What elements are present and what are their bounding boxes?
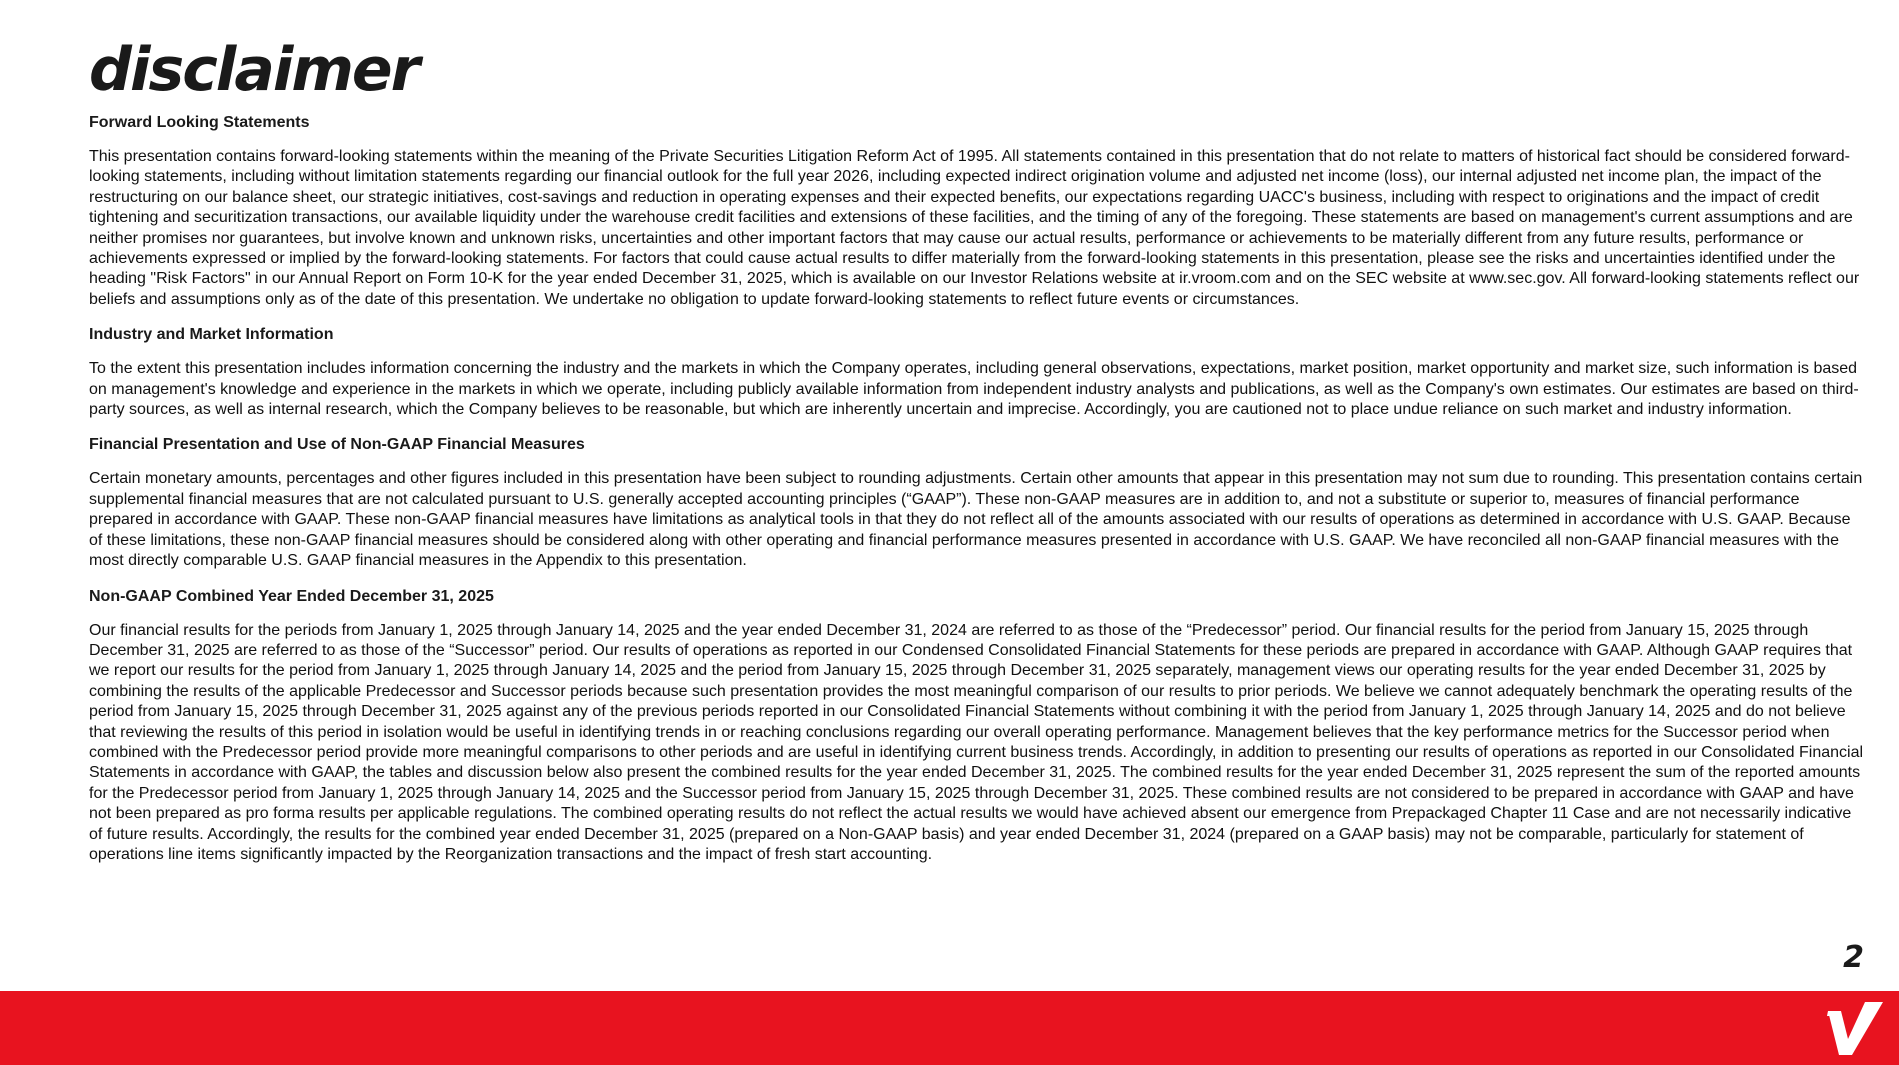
section-forward-looking [89,113,1867,310]
section-heading: Industry and Market Information [89,326,334,344]
section-body: To the extent this presentation includes information concerning the industry and the markets in which the Company operates, including general observations, expectations, market position, market opportunity and market size, such information is based on management's knowledge and experience in the markets in which we operate, including publicly available information from independent industry analysts and publications, as well as the Company's own estimates. Our estimates are based on third-party sources, as well as internal research, which the Company believes to be reasonable, but which are inherently uncertain and imprecise. Accordingly, you are cautioned not to place undue reliance on such market and industry information. [89,360,1859,419]
vroom-v-logo-icon [1825,997,1887,1059]
section-industry-market [89,325,1867,420]
section-body: Our financial results for the periods from January 1, 2025 through January 14, 2025 and the year ended December 31, 2024 are referred to as those of the “Predecessor” period. Our financial results for the period from January 15, 2025 through December 31, 2025 are referred to as those of the “Successor” period. Our results of operations as reported in our Condensed Consolidated Financial Statements for these periods are prepared in accordance with GAAP. Although GAAP requires that we report our results for the period from January 1, 2025 through January 14, 2025 and the period from January 15, 2025 through December 31, 2025 separately, management views our operating results for the year ended December 31, 2025 by combining the results of the applicable Predecessor and Successor periods because such presentation provides the most meaningful comparison of our results to prior periods. We believe we cannot adequately benchmark the operating results of the period from January 15, 2025 through December 31, 2025 against any of the previous periods reported in our Consolidated Financial Statements without combining it with the period from January 1, 2025 through January 14, 2025 and do not believe that reviewing the results of this period in isolation would be useful in identifying trends in or reaching conclusions regarding our overall operating performance. Management believes that the key performance metrics for the Successor period when combined with the Predecessor period provide more meaningful comparisons to other periods and are useful in identifying current business trends. Accordingly, in addition to presenting our results of operations as reported in our Consolidated Financial Statements in accordance with GAAP, the tables and discussion below also present the combined results for the year ended December 31, 2025. The combined results for the year ended December 31, 2025 represent the sum of the reported amounts for the Predecessor period from January 1, 2025 through January 14, 2025 and the Successor period from January 15, 2025 through December 31, 2025. These combined results are not considered to be prepared in accordance with GAAP and have not been prepared as pro forma results per applicable regulations. The combined operating results do not reflect the actual results we would have achieved absent our emergence from Prepackaged Chapter 11 Case and are not necessarily indicative of future results. Accordingly, the results for the combined year ended December 31, 2025 (prepared on a Non-GAAP basis) and year ended December 31, 2024 (prepared on a GAAP basis) may not be comparable, particularly for statement of operations line items significantly impacted by the Reorganization transactions and the impact of fresh start accounting. [89,621,1864,863]
section-non-gaap-measures [89,435,1867,571]
section-body: This presentation contains forward-looking statements within the meaning of the Private Securities Litigation Reform Act of 1995. All statements contained in this presentation that do not relate to matters of historical fact should be considered forward-looking statements, including without limitation statements regarding our financial outlook for the full year 2026, including expected indirect origination volume and adjusted net income (loss), our internal adjusted net income plan, the impact of the restructuring on our balance sheet, our strategic initiatives, cost-savings and reduction in operating expenses and their expected benefits, our expectations regarding UACC's business, including with respect to originations and the impact of credit tightening and securitization transactions, our available liquidity under the warehouse credit facilities and extensions of these facilities, and the timing of any of the foregoing. These statements are based on management's current assumptions and are neither promises nor guarantees, but involve known and unknown risks, uncertainties and other important factors that may cause our actual results, performance or achievements to be materially different from any future results, performance or achievements expressed or implied by the forward-looking statements. For factors that could cause actual results to differ materially from the forward-looking statements in this presentation, please see the risks and uncertainties identified under the heading "Risk Factors" in our Annual Report on Form 10-K for the year ended December 31, 2025, which is available on our Investor Relations website at ir.vroom.com and on the SEC website at www.sec.gov. All forward-looking statements reflect our beliefs and assumptions only as of the date of this presentation. We undertake no obligation to update forward-looking statements to reflect future events or circumstances. [89,148,1860,308]
section-heading: Non-GAAP Combined Year Ended December 31, 2025 [89,587,494,605]
section-heading: Financial Presentation and Use of Non-GAAP Financial Measures [89,436,585,454]
page-number: 2 [1843,940,1864,975]
disclaimer-content [89,113,1867,880]
section-heading: Forward Looking Statements [89,114,310,131]
footer-bar [0,991,1899,1065]
section-body: Certain monetary amounts, percentages and other figures included in this presentation have been subject to rounding adjustments. Certain other amounts that appear in this presentation may not sum due to rounding. This presentation contains certain supplemental financial measures that are not calculated pursuant to U.S. generally accepted accounting principles (“GAAP”). These non-GAAP measures are in addition to, and not a substitute or superior to, measures of financial performance prepared in accordance with GAAP. These non-GAAP financial measures have limitations as analytical tools in that they do not reflect all of the amounts associated with our results of operations as determined in accordance with U.S. GAAP. Because of these limitations, these non-GAAP financial measures should be considered along with other operating and financial performance measures presented in accordance with U.S. GAAP. We have reconciled all non-GAAP financial measures with the most directly comparable U.S. GAAP financial measures in the Appendix to this presentation. [89,470,1863,570]
slide-title: disclaimer [89,35,419,105]
section-non-gaap-combined [89,587,1867,866]
